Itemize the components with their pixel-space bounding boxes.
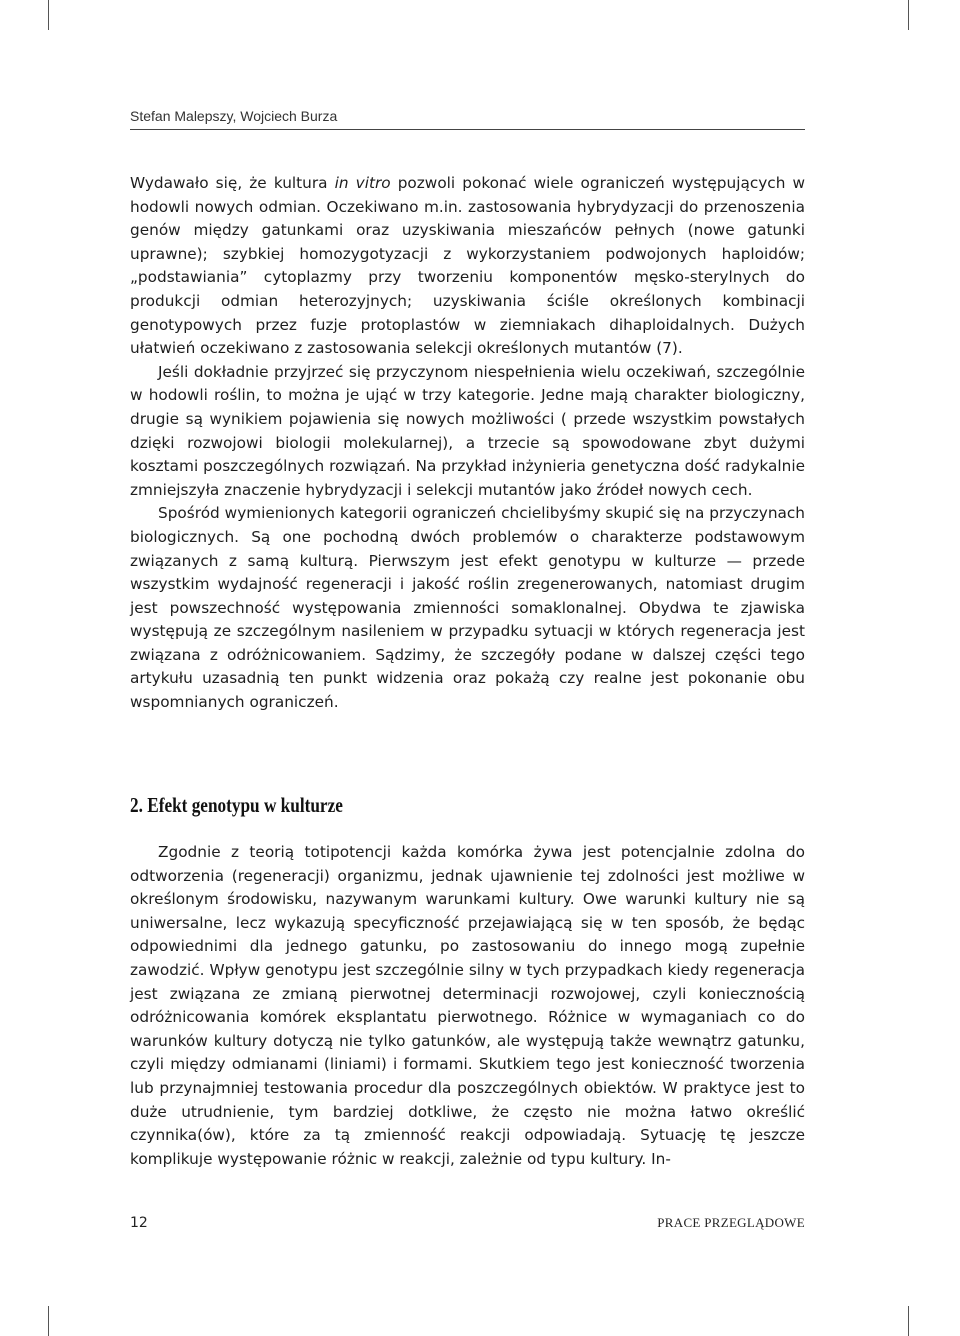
crop-mark-top-left bbox=[48, 0, 49, 30]
paragraph-1 bbox=[130, 172, 805, 361]
running-header-authors: Stefan Malepszy, Wojciech Burza bbox=[130, 108, 805, 130]
paragraph-2: Jeśli dokładnie przyjrzeć się przyczynom niespełnienia wielu oczekiwań, szczególnie w hodowli roślin, to można je ująć w trzy kategorie. Jedne mają charakter biologiczny, drugie są wynikiem pojawienia się nowych możliwości ( przede wszystkim powstałych dzięki rozwojowi biologii molekularnej), a trzecie są spowodowane zbyt dużymi kosztami poszczególnych rozwiązań. Na przykład inżynieria genetyczna dość radykalnie zmniejszyła znaczenie hybrydyzacji i selekcji mutantów jako źródeł nowych cech. bbox=[130, 362, 805, 499]
crop-mark-bottom-left bbox=[48, 1306, 49, 1336]
page-number: 12 bbox=[130, 1215, 148, 1231]
journal-name: PRACE PRZEGLĄDOWE bbox=[657, 1215, 805, 1230]
paragraph-1-rest: pozwoli pokonać wiele ograniczeń występujących w hodowli nowych odmian. Oczekiwano m.in. zastosowania hybrydyzacji do przenoszenia genów między gatunkami oraz uzyskiwania mieszańców pełnych (nowe gatunki uprawne); szybkiej homozygotyzacji z wykorzystaniem podwojonych haploidów; „podstawiania” cytoplazmy przy tworzeniu komponentów męsko-sterylnych do produkcji odmian heterozyjnych; uzyskiwania ściśle określonych kombinacji genotypowych przez fuzje protoplastów w ziemniakach dihaploidalnych. Dużych ułatwień oczekiwano z zastosowania selekcji określonych mutantów (7). bbox=[130, 174, 806, 358]
section-paragraph-1: Zgodnie z teorią totipotencji każda komórka żywa jest potencjalnie zdolna do odtworzenia (regeneracji) organizmu, jednak ujawnienie tej zdolności jest możliwe w określonym środowisku, nazywanym warunkami kultury. Owe warunki kultury nie są uniwersalne, lecz wykazują specyficzność przejawiającą się w ten sposób, że będąc odpowiednimi dla jednego gatunku, po zastosowaniu do innego mogą zupełnie zawodzić. Wpływ genotypu jest szczególnie silny w tych przypadkach kiedy regeneracja jest związana ze zmianą pierwotnej determinacji rozwojowej, czyli koniecznością odróżnicowania komórek eksplantatu pierwotnego. Różnice w wymaganiach co do warunków kultury dotyczą nie tylko gatunków, ale występują także wewnątrz gatunku, czyli między odmianami (liniami) i formami. Skutkiem tego jest konieczność tworzenia lub przynajmniej testowania procedur dla poszczególnych obiektów. W praktyce jest to duże utrudnienie, tym bardziej dotkliwe, że często nie można łatwo określić czynnika(ów), które za tą zmienność reakcji odpowiadają. Sytuację tę jeszcze komplikuje występowanie różnic w reakcji, zależnie od typu kultury. In- bbox=[130, 843, 805, 1168]
section-heading: 2. Efekt genotypu w kulturze bbox=[130, 793, 343, 817]
paragraph-1-italic: in vitro bbox=[334, 174, 391, 192]
section-text bbox=[130, 841, 805, 1171]
paragraph-3: Spośród wymienionych kategorii ograniczeń chcielibyśmy skupić się na przyczynach biologicznych. Są one pochodną dwóch problemów o charakterze podstawowym związanych z samą kulturą. Pierwszym jest efekt genotypu w kulturze — przede wszystkim wydajność regeneracji i jakość roślin zregenerowanych, natomiast drugim jest powszechność występowania zmienności somaklonalnej. Obydwa te zjawiska występują ze szczególnym nasileniem w przypadku sytuacji w których regeneracja jest związana z odróżnicowaniem. Sądzimy, że szczegóły podane w dalszej części tego artykułu uzasadnią ten punkt widzenia oraz pokażą czy realne jest pokonanie obu wspomnianych ograniczeń. bbox=[130, 504, 805, 712]
crop-mark-bottom-right bbox=[908, 1306, 909, 1336]
intro-text bbox=[130, 172, 805, 715]
crop-mark-top-right bbox=[908, 0, 909, 30]
paragraph-1-start: Wydawało się, że kultura bbox=[130, 174, 335, 192]
